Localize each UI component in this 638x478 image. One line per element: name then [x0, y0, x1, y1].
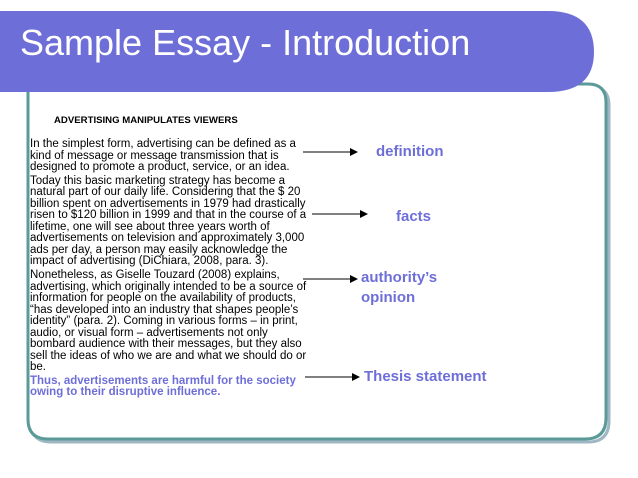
essay-body	[30, 139, 315, 399]
label-authority-opinion	[361, 268, 437, 308]
paragraph-definition: In the simplest form, advertising can be defined as a kind of message or message transmission that is designed to promote a product, service, or an idea.	[30, 138, 296, 174]
label-authority-line1: authority’s	[361, 269, 438, 286]
slide-title: Sample Essay - Introduction	[20, 22, 471, 63]
label-definition: definition	[376, 143, 444, 160]
paragraph-facts: Today this basic marketing strategy has become a natural part of our daily life. Considering that the $ 20 billion spent on advertisements in 1979 had drastically risen to $120 billion in 1999 and that in the course of a lifetime, one will see about three years worth of advertisements on television and approximately 3,000 ads per day, a person may easily acknowledge the impact of advertising (DiChiara, 2008, para. 3).	[30, 174, 307, 268]
thesis-statement-text: Thus, advertisements are harmful for the society owing to their disruptive influence.	[30, 374, 296, 399]
essay-subheading: ADVERTISING MANIPULATES VIEWERS	[54, 115, 238, 126]
label-facts: facts	[396, 208, 432, 225]
label-authority-line2: opinion	[361, 289, 416, 306]
label-thesis-statement: Thesis statement	[364, 368, 487, 385]
paragraph-authority: Nonetheless, as Giselle Touzard (2008) explains, advertising, which originally intended to be a source of information for people on the availability of products, “has developed into an industry that shapes people’s identity” (para. 2). Coming in various forms – in print, audio, or visual form – advertisements not only bombard audience with their messages, but they also sell the ideas of who we are and what we should do or be.	[30, 269, 307, 374]
